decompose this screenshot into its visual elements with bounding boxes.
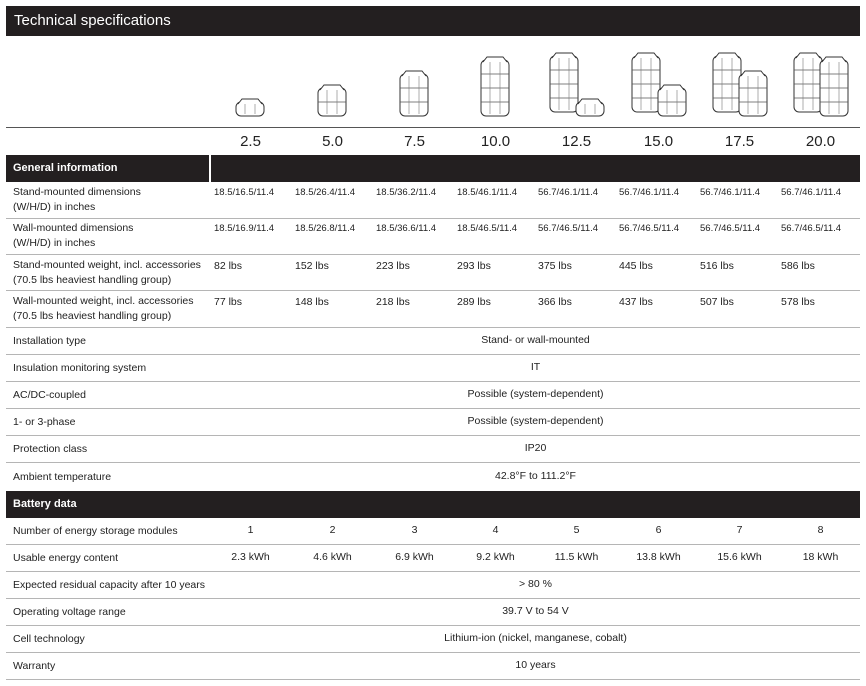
- value-cell: 5: [573, 524, 580, 536]
- row-value: IT: [530, 361, 541, 373]
- row-label: Cell technology: [13, 633, 85, 645]
- row-label-line: Stand-mounted dimensions: [13, 186, 141, 198]
- value-cell: 218 lbs: [376, 296, 410, 308]
- row-label: Insulation monitoring system: [13, 362, 147, 374]
- value-cell: 7: [736, 524, 743, 536]
- value-cell: 56.7/46.5/11.4: [700, 223, 761, 234]
- value-cell: 2: [329, 524, 336, 536]
- row-value: Possible (system-dependent): [467, 388, 604, 400]
- row-label: Ambient temperature: [13, 471, 112, 483]
- row-ac-dc-coupled: [6, 382, 860, 409]
- row-label: Number of energy storage modules: [13, 525, 178, 537]
- row-value: Stand- or wall-mounted: [481, 334, 590, 346]
- battery-tower-drawing: [536, 36, 617, 126]
- value-cell: 56.7/46.1/11.4: [700, 187, 761, 198]
- row-insulation-monitoring: [6, 355, 860, 382]
- value-cell: 18 kWh: [802, 551, 839, 563]
- capacity-size-label: 17.5: [724, 133, 755, 150]
- value-cell: 6: [655, 524, 662, 536]
- battery-illustrations: [6, 36, 860, 126]
- value-cell: 6.9 kWh: [395, 551, 434, 563]
- row-residual-capacity: [6, 572, 860, 599]
- value-cell: 8: [817, 524, 824, 536]
- battery-tower-icon: [292, 36, 373, 126]
- value-cell: 18.5/16.5/11.4: [214, 187, 275, 198]
- battery-tower-icon: [374, 36, 455, 126]
- row-usable-energy: [6, 545, 860, 572]
- battery-tower-icon: [536, 36, 617, 126]
- value-cell: 56.7/46.1/11.4: [538, 187, 599, 198]
- row-value: Lithium-ion (nickel, manganese, cobalt): [444, 632, 627, 644]
- battery-tower-drawing: [618, 36, 699, 126]
- battery-tower-drawing: [374, 36, 455, 126]
- value-cell: 56.7/46.5/11.4: [619, 223, 680, 234]
- page-title: Technical specifications: [6, 6, 860, 36]
- battery-tower-drawing: [455, 36, 536, 126]
- value-cell: 82 lbs: [214, 260, 243, 272]
- value-cell: 4: [492, 524, 499, 536]
- value-cell: 3: [411, 524, 418, 536]
- battery-tower-drawing: [699, 36, 780, 126]
- row-stand-mounted-weight: [6, 255, 860, 291]
- value-cell: 375 lbs: [538, 260, 572, 272]
- capacity-size-label: 2.5: [240, 133, 261, 150]
- value-cell: 56.7/46.5/11.4: [781, 223, 842, 234]
- row-value: IP20: [524, 442, 547, 454]
- value-cell: 437 lbs: [619, 296, 653, 308]
- value-cell: 4.6 kWh: [313, 551, 352, 563]
- row-label: [13, 221, 133, 251]
- section-heading-bar: [211, 155, 860, 182]
- row-ambient-temperature: [6, 463, 860, 491]
- section-battery-data: [6, 491, 860, 518]
- battery-tower-icon: [455, 36, 536, 126]
- row-label: Installation type: [13, 335, 86, 347]
- value-cell: 289 lbs: [457, 296, 491, 308]
- battery-tower-drawing: [292, 36, 373, 126]
- section-heading: General information: [6, 155, 209, 182]
- row-label-line: (W/H/D) in inches: [13, 237, 96, 249]
- row-label: AC/DC-coupled: [13, 389, 86, 401]
- value-cell: 366 lbs: [538, 296, 572, 308]
- row-label: Usable energy content: [13, 552, 119, 564]
- battery-tower-icon: [780, 36, 861, 126]
- row-label: Expected residual capacity after 10 years: [13, 579, 206, 591]
- battery-tower-icon: [699, 36, 780, 126]
- row-cell-technology: [6, 626, 860, 653]
- value-cell: 56.7/46.1/11.4: [781, 187, 842, 198]
- value-cell: 9.2 kWh: [476, 551, 515, 563]
- value-cell: 507 lbs: [700, 296, 734, 308]
- row-value: > 80 %: [519, 578, 552, 590]
- value-cell: 18.5/46.5/11.4: [457, 223, 518, 234]
- capacity-size-label: 12.5: [561, 133, 592, 150]
- row-value: 39.7 V to 54 V: [502, 605, 569, 617]
- value-cell: 1: [247, 524, 254, 536]
- battery-tower-drawing: [780, 36, 861, 126]
- row-label: [13, 258, 201, 288]
- capacity-size-header: [6, 127, 860, 154]
- value-cell: 18.5/26.8/11.4: [295, 223, 356, 234]
- value-cell: 293 lbs: [457, 260, 491, 272]
- row-label: Operating voltage range: [13, 606, 126, 618]
- row-protection-class: [6, 436, 860, 463]
- battery-tower-drawing: [210, 36, 291, 126]
- row-label-line: (70.5 lbs heaviest handling group): [13, 274, 172, 286]
- capacity-size-label: 20.0: [805, 133, 836, 150]
- row-installation-type: [6, 328, 860, 355]
- value-cell: 18.5/46.1/11.4: [457, 187, 518, 198]
- value-cell: 445 lbs: [619, 260, 653, 272]
- value-cell: 15.6 kWh: [717, 551, 762, 563]
- row-phase: [6, 409, 860, 436]
- value-cell: 18.5/36.6/11.4: [376, 223, 437, 234]
- row-value: 42.8°F to 111.2°F: [495, 470, 576, 482]
- section-general-information: [6, 155, 860, 182]
- row-label-line: Stand-mounted weight, incl. accessories: [13, 259, 201, 271]
- value-cell: 2.3 kWh: [231, 551, 270, 563]
- value-cell: 11.5 kWh: [554, 551, 599, 563]
- capacity-size-label: 15.0: [643, 133, 674, 150]
- value-cell: 148 lbs: [295, 296, 329, 308]
- value-cell: 13.8 kWh: [636, 551, 681, 563]
- row-wall-mounted-dimensions: [6, 219, 860, 255]
- row-label: [13, 185, 141, 215]
- row-value: 10 years: [515, 659, 556, 671]
- row-label-line: (W/H/D) in inches: [13, 201, 96, 213]
- value-cell: 586 lbs: [781, 260, 815, 272]
- capacity-size-label: 5.0: [322, 133, 343, 150]
- value-cell: 152 lbs: [295, 260, 329, 272]
- row-wall-mounted-weight: [6, 291, 860, 328]
- value-cell: 516 lbs: [700, 260, 734, 272]
- capacity-size-label: 10.0: [480, 133, 511, 150]
- row-label-line: Wall-mounted weight, incl. accessories: [13, 295, 194, 307]
- capacity-size-label: 7.5: [404, 133, 425, 150]
- value-cell: 77 lbs: [214, 296, 243, 308]
- value-cell: 18.5/16.9/11.4: [214, 223, 275, 234]
- row-label: [13, 294, 194, 324]
- battery-tower-icon: [618, 36, 699, 126]
- value-cell: 56.7/46.5/11.4: [538, 223, 599, 234]
- row-label-line: (70.5 lbs heaviest handling group): [13, 310, 172, 322]
- battery-tower-icon: [210, 36, 291, 126]
- row-label-line: Wall-mounted dimensions: [13, 222, 134, 234]
- value-cell: 18.5/26.4/11.4: [295, 187, 356, 198]
- value-cell: 56.7/46.1/11.4: [619, 187, 680, 198]
- row-label: 1- or 3-phase: [13, 416, 76, 428]
- row-operating-voltage: [6, 599, 860, 626]
- value-cell: 18.5/36.2/11.4: [376, 187, 437, 198]
- row-warranty: [6, 653, 860, 680]
- value-cell: 223 lbs: [376, 260, 410, 272]
- value-cell: 578 lbs: [781, 296, 815, 308]
- row-number-of-modules: [6, 518, 860, 545]
- row-stand-mounted-dimensions: [6, 183, 860, 219]
- row-label: Protection class: [13, 443, 88, 455]
- row-label: Warranty: [13, 660, 56, 672]
- row-value: Possible (system-dependent): [467, 415, 604, 427]
- section-heading: Battery data: [6, 491, 860, 518]
